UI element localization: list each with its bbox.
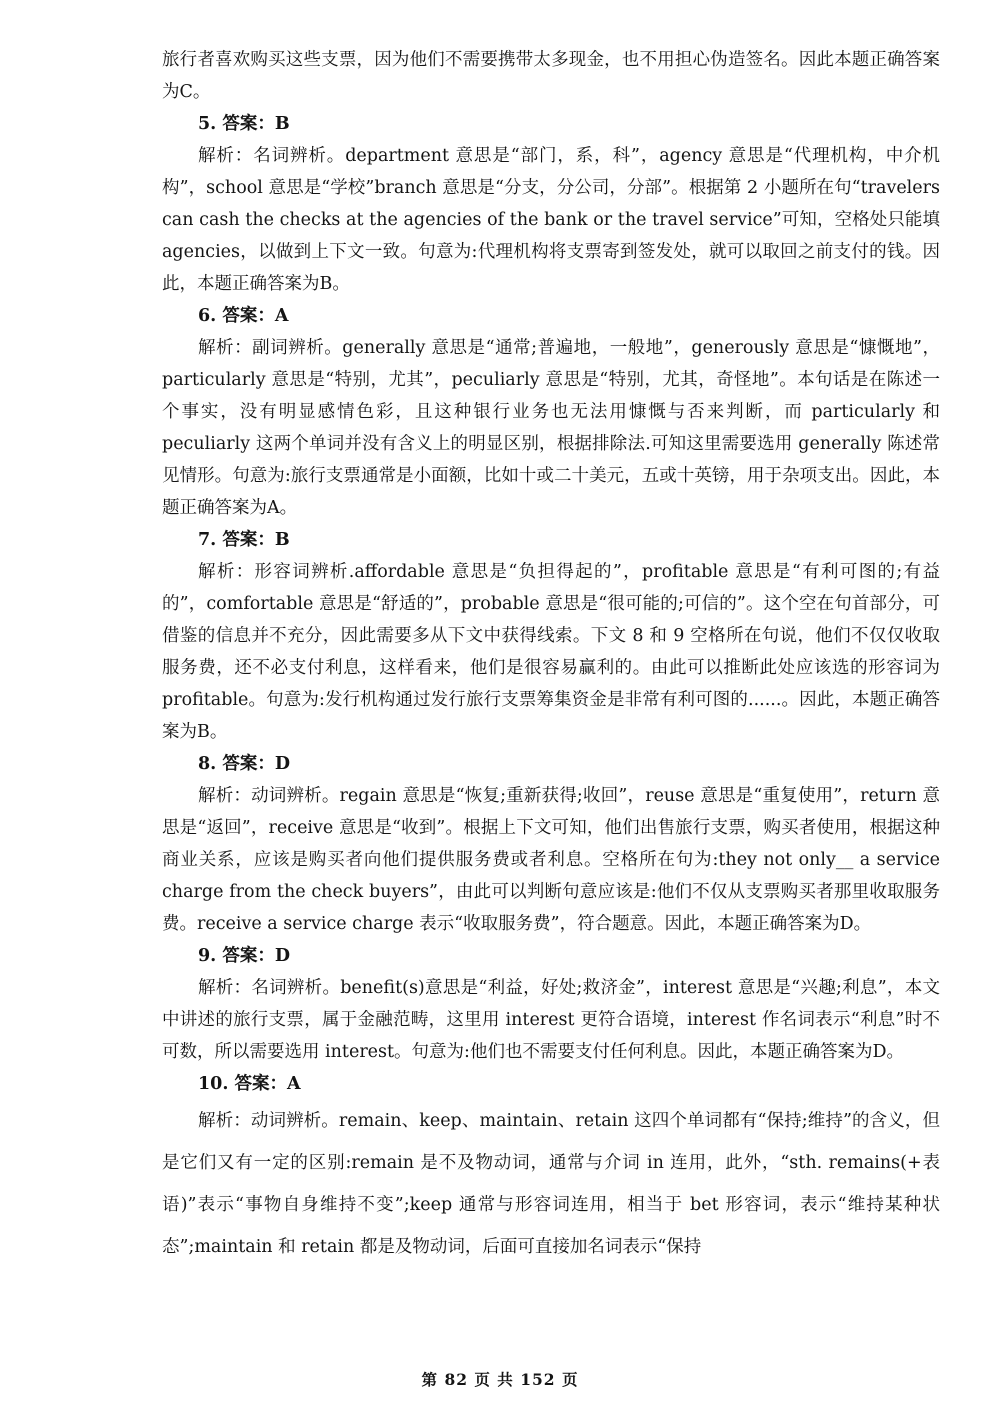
- answer-10: 10. 答案：A: [198, 1074, 301, 1094]
- answer-7: 7. 答案：B: [198, 530, 290, 550]
- answer-6: 6. 答案：A: [198, 306, 289, 326]
- explanation-8: 解析：动词辨析。regain 意思是“恢复;重新获得;收回”，reuse 意思是“重复使用”，return 意思是“返回”，receive 意思是“收到”。根据上下文可知，他们出售旅行支票，购买者使用，根据这种商业关系，应该是购买者向他们提供服务费或者利息。空格所在句为:they not only__ a service charge from the check buyers”，由此可以判断句意应该是:他们不仅从支票购买者那里收取服务费。receive a service charge 表示“收取服务费”，符合题意。因此，本题正确答案为D。: [162, 786, 940, 934]
- answer-9: 9. 答案：D: [198, 946, 291, 966]
- explanation-9: 解析：名词辨析。benefit(s)意思是“利益，好处;救济金”，interest 意思是“兴趣;利息”，本文中讲述的旅行支票，属于金融范畴，这里用 interest 更符合语境，interest 作名词表示“利息”时不可数，所以需要选用 interest。句意为:他们也不需要支付任何利息。因此，本题正确答案为D。: [162, 978, 940, 1062]
- explanation-6: 解析：副词辨析。generally 意思是“通常;普遍地，一般地”，generously 意思是“慷慨地”，particularly 意思是“特别，尤其”，peculiarly 意思是“特别，尤其，奇怪地”。本句话是在陈述一个事实，没有明显感情色彩，且这种银行业务也无法用慷慨与否来判断，而 particularly 和 peculiarly 这两个单词并没有含义上的明显区别，根据排除法.可知这里需要选用 generally 陈述常见情形。句意为:旅行支票通常是小面额，比如十或二十美元，五或十英镑，用于杂项支出。因此，本题正确答案为A。: [162, 338, 940, 518]
- explanation-10: 解析：动词辨析。remain、keep、maintain、retain 这四个单词都有“保持;维持”的含义，但是它们又有一定的区别:remain 是不及物动词，通常与介词 in 连用，此外，“sth. remains(+表语)”表示“事物自身维持不变”;keep 通常与形容词连用，相当于 bet 形容词，表示“维持某种状态”;maintain 和 retain 都是及物动词，后面可直接加名词表示“保持: [162, 1111, 940, 1257]
- explanation-5: 解析：名词辨析。department 意思是“部门，系，科”，agency 意思是“代理机构，中介机构”，school 意思是“学校”branch 意思是“分支，分公司，分部”。根据第 2 小题所在句“travelers can cash the checks at the agencies of the bank or the travel service”可知，空格处只能填 agencies，以做到上下文一致。句意为:代理机构将支票寄到签发处，就可以取回之前支付的钱。因此，本题正确答案为B。: [162, 146, 940, 294]
- explanation-7: 解析：形容词辨析.affordable 意思是“负担得起的”，profitable 意思是“有利可图的;有益的”，comfortable 意思是“舒适的”，probable 意思是“很可能的;可信的”。这个空在句首部分，可借鉴的信息并不充分，因此需要多从下文中获得线索。下文 8 和 9 空格所在句说，他们不仅仅收取服务费，还不必支付利息，这样看来，他们是很容易赢利的。由此可以推断此处应该选的形容词为 profitable。句意为:发行机构通过发行旅行支票筹集资金是非常有利可图的......。因此，本题正确答案为B。: [162, 562, 940, 742]
- intro-paragraph: 旅行者喜欢购买这些支票，因为他们不需要携带太多现金，也不用担心伪造签名。因此本题正确答案为C。: [162, 50, 940, 102]
- answer-8: 8. 答案：D: [198, 754, 291, 774]
- page-footer: 第 82 页 共 152 页: [421, 1370, 579, 1389]
- answer-5: 5. 答案：B: [198, 114, 290, 134]
